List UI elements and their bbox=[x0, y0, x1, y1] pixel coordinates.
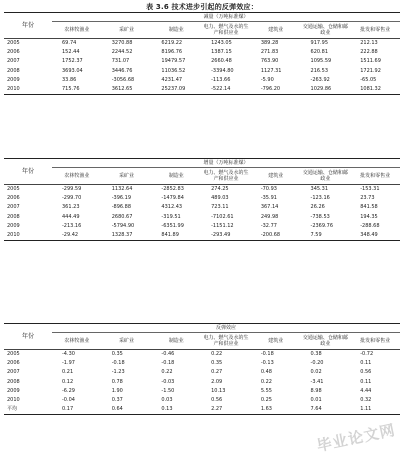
table-cell: -0.18 bbox=[161, 360, 175, 367]
table-cell: 0.78 bbox=[111, 378, 123, 385]
table-cell: -896.88 bbox=[111, 204, 132, 211]
table-cell: 917.95 bbox=[310, 40, 329, 46]
table-row bbox=[4, 378, 400, 387]
column-header: 农林牧渔业 bbox=[52, 22, 102, 39]
row-label: 2006 bbox=[7, 360, 20, 367]
column-header: 农林牧渔业 bbox=[52, 333, 102, 350]
row-label: 2010 bbox=[7, 397, 20, 404]
increment-table bbox=[4, 158, 400, 241]
table-cell: 361.23 bbox=[62, 204, 80, 211]
table-row bbox=[4, 85, 400, 95]
table-row bbox=[4, 203, 400, 212]
table-cell: 5.55 bbox=[260, 387, 272, 394]
column-header: 采矿业 bbox=[102, 333, 152, 350]
table-cell: -5.90 bbox=[260, 76, 274, 83]
table-cell: 0.64 bbox=[102, 405, 152, 415]
row-label: 2007 bbox=[7, 204, 20, 211]
table-row bbox=[4, 39, 400, 49]
table-cell: 1511.69 bbox=[360, 58, 381, 65]
table-cell: -299.59 bbox=[62, 186, 82, 192]
table-cell: -1.97 bbox=[62, 360, 75, 367]
table-cell: 0.48 bbox=[260, 369, 272, 376]
table-cell: 1387.15 bbox=[211, 49, 232, 56]
table-cell: -0.46 bbox=[161, 351, 175, 357]
column-header: 批发和零售业 bbox=[350, 333, 400, 350]
table-cell: 348.49 bbox=[350, 231, 400, 241]
table-cell: 1132.64 bbox=[111, 186, 133, 192]
table-cell: -293.49 bbox=[201, 231, 251, 241]
column-header: 交通运输、仓储和邮政业 bbox=[301, 22, 351, 39]
table-cell: 0.32 bbox=[360, 397, 372, 404]
table-cell: 841.89 bbox=[151, 231, 201, 241]
table-cell: -263.92 bbox=[310, 76, 330, 83]
table-cell: 0.02 bbox=[310, 369, 322, 376]
table-cell: 3270.88 bbox=[111, 40, 133, 46]
column-header: 电力、燃气及水的生产和供应业 bbox=[201, 333, 251, 350]
table-cell: 489.03 bbox=[211, 195, 229, 202]
table-cell: 1029.86 bbox=[301, 85, 351, 95]
table-cell: 0.13 bbox=[151, 405, 201, 415]
table-cell: 345.31 bbox=[310, 186, 329, 192]
table-cell: 0.03 bbox=[161, 397, 173, 404]
table-cell: 7.64 bbox=[301, 405, 351, 415]
table-cell: 0.37 bbox=[111, 397, 123, 404]
year-header: 年份 bbox=[4, 13, 52, 39]
table-cell: -299.70 bbox=[62, 195, 82, 202]
table-cell: 0.21 bbox=[62, 369, 74, 376]
table-cell: 3446.76 bbox=[111, 67, 133, 74]
column-header: 交通运输、仓储和邮政业 bbox=[301, 333, 351, 350]
table-cell: 212.13 bbox=[360, 40, 378, 46]
table-cell: 19479.57 bbox=[161, 58, 186, 65]
column-header-row bbox=[4, 168, 400, 185]
column-header: 电力、燃气及水的生产和供应业 bbox=[201, 22, 251, 39]
row-label: 2010 bbox=[4, 85, 52, 95]
column-header: 农林牧渔业 bbox=[52, 168, 102, 185]
table-cell: 715.76 bbox=[52, 85, 102, 95]
table-cell: 2.27 bbox=[201, 405, 251, 415]
table-cell: 7.59 bbox=[301, 231, 351, 241]
table-cell: 1721.92 bbox=[360, 67, 381, 74]
table-cell: 0.12 bbox=[62, 378, 74, 385]
table-row bbox=[4, 213, 400, 222]
row-label: 2006 bbox=[7, 195, 20, 202]
table-cell: 1752.37 bbox=[62, 58, 83, 65]
table-cell: 222.88 bbox=[360, 49, 378, 56]
table-cell: 4.44 bbox=[360, 387, 372, 394]
table-cell: 731.07 bbox=[111, 58, 130, 65]
table-row bbox=[4, 67, 400, 76]
row-label: 2009 bbox=[7, 76, 20, 83]
table-cell: -3.41 bbox=[310, 378, 324, 385]
column-header: 批发和零售业 bbox=[350, 22, 400, 39]
table-cell: 216.53 bbox=[310, 67, 329, 74]
table-cell: -153.31 bbox=[360, 186, 380, 192]
table-cell: -1479.84 bbox=[161, 195, 184, 202]
row-label: 2009 bbox=[7, 387, 20, 394]
column-header: 电力、燃气及水的生产和供应业 bbox=[201, 168, 251, 185]
table-cell: 271.83 bbox=[260, 49, 279, 56]
table-body bbox=[4, 350, 400, 415]
table-cell: -3394.80 bbox=[211, 67, 234, 74]
table-cell: -0.20 bbox=[310, 360, 324, 367]
table-cell: -4.30 bbox=[62, 351, 75, 357]
column-header: 交通运输、仓储和邮政业 bbox=[301, 168, 351, 185]
table-cell: 274.25 bbox=[211, 186, 229, 192]
reduction-table bbox=[4, 12, 400, 95]
table-cell: -319.51 bbox=[161, 213, 181, 220]
table-cell: 69.74 bbox=[62, 40, 77, 46]
table-cell: 26.26 bbox=[310, 204, 325, 211]
column-header: 批发和零售业 bbox=[350, 168, 400, 185]
table-cell: 11036.52 bbox=[161, 67, 186, 74]
table-cell: 0.35 bbox=[211, 360, 223, 367]
column-header: 建筑业 bbox=[251, 168, 301, 185]
table-cell: 0.38 bbox=[310, 351, 322, 357]
table-cell: 0.01 bbox=[310, 397, 322, 404]
table-cell: -6.29 bbox=[62, 387, 75, 394]
table-cell: 0.11 bbox=[360, 378, 372, 385]
section-label: 反弹效应 bbox=[52, 324, 400, 333]
table-cell: 6219.22 bbox=[161, 40, 183, 46]
table-cell: -213.16 bbox=[62, 222, 82, 229]
table-row bbox=[4, 57, 400, 66]
table-cell: 0.56 bbox=[360, 369, 372, 376]
row-label: 2008 bbox=[7, 213, 20, 220]
section-label: 减量（万吨标准煤） bbox=[52, 13, 400, 22]
table-cell: 194.35 bbox=[360, 213, 378, 220]
table-cell: 0.22 bbox=[161, 369, 173, 376]
column-header: 建筑业 bbox=[251, 22, 301, 39]
table-body bbox=[4, 39, 400, 95]
table-cell: 0.17 bbox=[52, 405, 102, 415]
table-row bbox=[4, 405, 400, 415]
table-cell: -32.77 bbox=[260, 222, 277, 229]
table-cell: -522.14 bbox=[201, 85, 251, 95]
table-cell: 1127.31 bbox=[260, 67, 282, 74]
table-cell: 0.25 bbox=[260, 397, 272, 404]
row-label: 2010 bbox=[4, 231, 52, 241]
table-cell: 2.09 bbox=[211, 378, 223, 385]
table-cell: -796.20 bbox=[251, 85, 301, 95]
row-label: 2005 bbox=[7, 186, 20, 192]
table-cell: 23.73 bbox=[360, 195, 375, 202]
table-cell: -1151.12 bbox=[211, 222, 234, 229]
table-cell: 1081.32 bbox=[350, 85, 400, 95]
table-cell: 2660.48 bbox=[211, 58, 232, 65]
table-body bbox=[4, 185, 400, 241]
table-caption: 表 3.6 技术进步引起的反弹效应： bbox=[146, 3, 258, 11]
table-cell: 444.49 bbox=[62, 213, 80, 220]
table-row bbox=[4, 76, 400, 85]
table-cell: 841.58 bbox=[360, 204, 378, 211]
table-row bbox=[4, 350, 400, 360]
table-cell: 0.35 bbox=[111, 351, 123, 357]
table-cell: -3056.68 bbox=[111, 76, 135, 83]
table-cell: -0.72 bbox=[360, 351, 374, 357]
rebound-effect-table bbox=[4, 323, 400, 415]
table-cell: 3693.04 bbox=[62, 67, 83, 74]
year-header: 年份 bbox=[4, 159, 52, 185]
table-cell: 1.63 bbox=[251, 405, 301, 415]
table-row bbox=[4, 194, 400, 203]
table-row bbox=[4, 387, 400, 396]
table-cell: 2680.67 bbox=[111, 213, 133, 220]
table-cell: 8.98 bbox=[310, 387, 322, 394]
table-cell: 763.90 bbox=[260, 58, 279, 65]
row-label: 2005 bbox=[7, 351, 20, 357]
table-cell: 4231.47 bbox=[161, 76, 183, 83]
table-cell: 1.11 bbox=[350, 405, 400, 415]
table-cell: 723.11 bbox=[211, 204, 229, 211]
table-cell: -396.19 bbox=[111, 195, 132, 202]
table-cell: -29.42 bbox=[52, 231, 102, 241]
table-cell: -0.18 bbox=[111, 360, 125, 367]
table-cell: -0.04 bbox=[62, 397, 75, 404]
column-header: 制造业 bbox=[151, 168, 201, 185]
section-label: 增量（万吨标准煤） bbox=[52, 159, 400, 168]
table-cell: -35.91 bbox=[260, 195, 277, 202]
table-cell: 152.44 bbox=[62, 49, 80, 56]
table-cell: 1243.05 bbox=[211, 40, 232, 46]
column-header: 采矿业 bbox=[102, 168, 152, 185]
table-row bbox=[4, 359, 400, 368]
table-cell: -113.66 bbox=[211, 76, 231, 83]
table-cell: 2244.52 bbox=[111, 49, 133, 56]
table-cell: -65.05 bbox=[360, 76, 377, 83]
table-cell: 1095.59 bbox=[310, 58, 332, 65]
table-cell: -7102.61 bbox=[211, 213, 234, 220]
table-cell: 0.27 bbox=[211, 369, 223, 376]
row-label: 2007 bbox=[7, 58, 20, 65]
table-cell: 8196.76 bbox=[161, 49, 183, 56]
table-cell: 25237.09 bbox=[151, 85, 201, 95]
table-cell: 0.22 bbox=[260, 378, 272, 385]
table-cell: -2852.83 bbox=[161, 186, 184, 192]
row-label: 2006 bbox=[7, 49, 20, 56]
table-cell: -123.16 bbox=[310, 195, 330, 202]
table-cell: -1.50 bbox=[161, 387, 175, 394]
table-cell: 0.56 bbox=[211, 397, 223, 404]
table-row bbox=[4, 185, 400, 195]
table-row bbox=[4, 222, 400, 231]
table-cell: -6351.99 bbox=[161, 222, 184, 229]
row-label: 2008 bbox=[7, 67, 20, 74]
column-header: 采矿业 bbox=[102, 22, 152, 39]
table-cell: -5794.90 bbox=[111, 222, 135, 229]
table-cell: -0.03 bbox=[161, 378, 175, 385]
row-label: 2009 bbox=[7, 222, 20, 229]
year-header: 年份 bbox=[4, 324, 52, 350]
watermark: 毕业论文网 bbox=[315, 420, 398, 456]
table-cell: -1.23 bbox=[111, 369, 125, 376]
table-row bbox=[4, 368, 400, 377]
table-cell: -288.68 bbox=[360, 222, 380, 229]
table-cell: 4312.43 bbox=[161, 204, 183, 211]
table-cell: 10.13 bbox=[211, 387, 226, 394]
row-label: 2005 bbox=[7, 40, 20, 46]
table-cell: 1.90 bbox=[111, 387, 123, 394]
table-cell: 33.86 bbox=[62, 76, 77, 83]
table-cell: 249.98 bbox=[260, 213, 279, 220]
table-row bbox=[4, 231, 400, 241]
table-cell: -2369.76 bbox=[310, 222, 333, 229]
column-header: 建筑业 bbox=[251, 333, 301, 350]
row-label: 平均 bbox=[4, 405, 52, 415]
table-cell: -70.93 bbox=[260, 186, 277, 192]
row-label: 2007 bbox=[7, 369, 20, 376]
table-cell: 0.22 bbox=[211, 351, 223, 357]
table-cell: -738.53 bbox=[310, 213, 330, 220]
table-cell: 0.11 bbox=[360, 360, 372, 367]
row-label: 2008 bbox=[7, 378, 20, 385]
table-cell: -0.13 bbox=[260, 360, 274, 367]
column-header: 制造业 bbox=[151, 22, 201, 39]
table-cell: 367.14 bbox=[260, 204, 279, 211]
table-cell: 1328.37 bbox=[102, 231, 152, 241]
column-header-row bbox=[4, 333, 400, 350]
table-cell: -200.68 bbox=[251, 231, 301, 241]
table-row bbox=[4, 396, 400, 405]
table-cell: 3612.65 bbox=[102, 85, 152, 95]
table-cell: -0.18 bbox=[260, 351, 274, 357]
table-row bbox=[4, 48, 400, 57]
table-cell: 389.28 bbox=[260, 40, 279, 46]
table-cell: 620.81 bbox=[310, 49, 329, 56]
column-header-row bbox=[4, 22, 400, 39]
column-header: 制造业 bbox=[151, 333, 201, 350]
